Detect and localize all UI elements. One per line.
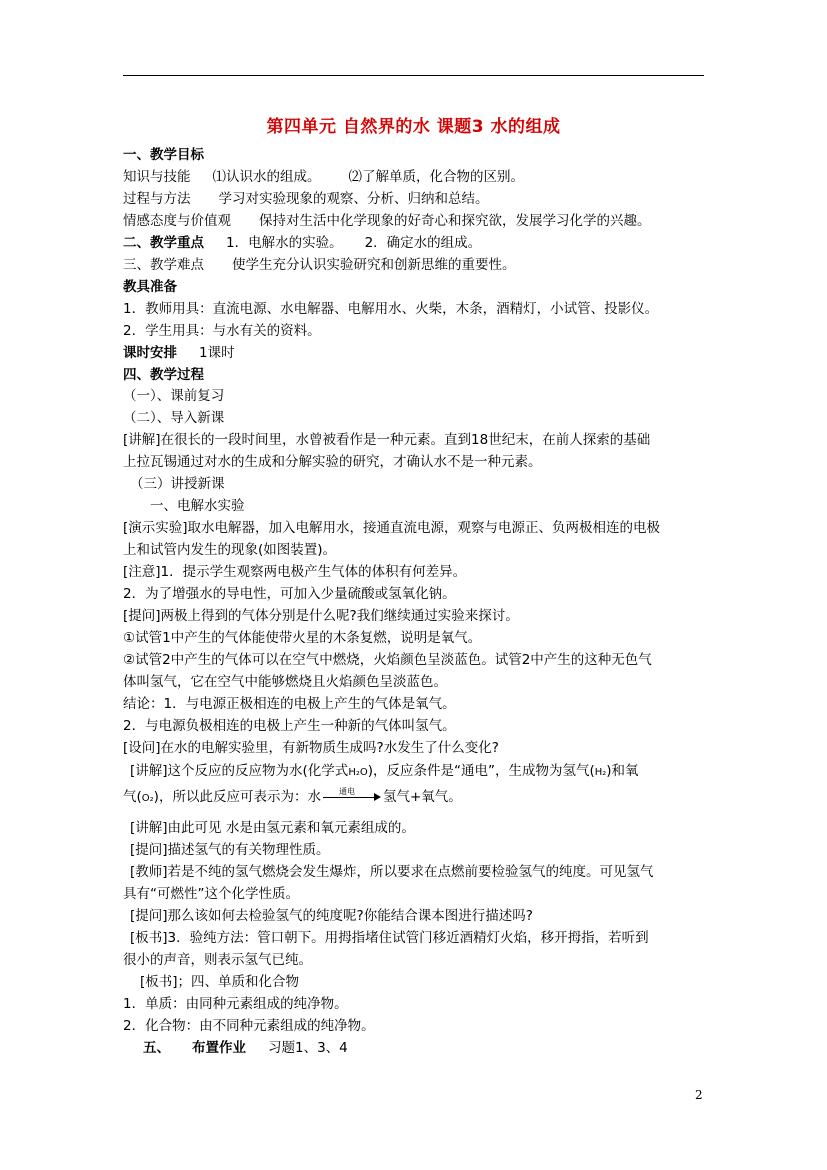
para-question-1: [提问]两极上得到的气体分别是什么呢?我们继续通过实验来探讨。 bbox=[123, 608, 519, 624]
section-teaching-goals: 一、教学目标 bbox=[123, 147, 204, 163]
para-demo-a: [演示实验]取水电解器，加入电解用水，接通直流电源，观察与电源正、负两极相连的电极 bbox=[123, 520, 661, 536]
step-review: （一）、课前复习 bbox=[123, 388, 225, 404]
goal-process: 过程与方法 学习对实验现象的观察、分析、归纳和总结。 bbox=[123, 191, 489, 207]
section-equipment: 教具准备 bbox=[123, 279, 177, 295]
para-note-2: 2．为了增强水的导电性，可加入少量硫酸或氢氧化钠。 bbox=[123, 586, 456, 602]
reaction-condition: 通电 bbox=[338, 787, 355, 796]
para-teacher-a: [教师]若是不纯的氢气燃烧会发生爆炸，所以要求在点燃前要检验氢气的纯度。可见氢气 bbox=[130, 864, 654, 880]
para-tube-1: ①试管1中产生的气体能使带火星的木条复燃，说明是氧气。 bbox=[123, 630, 482, 646]
step-new-lesson: （三）讲授新课 bbox=[130, 476, 225, 492]
para-question-2: [设问]在水的电解实验里，有新物质生成吗?水发生了什么变化? bbox=[123, 740, 499, 756]
para-tube-2b: 体叫氢气，它在空气中能够燃烧且火焰颜色呈淡蓝色。 bbox=[123, 674, 447, 690]
page-title: 第四单元 自然界的水 课题3 水的组成 bbox=[266, 117, 561, 137]
para-lecture-1a: [讲解]在很长的一段时间里，水曾被看作是一种元素。直到18世纪末，在前人探索的基础 bbox=[123, 432, 651, 448]
para-lecture-2a: [讲解]这个反应的反应物为水(化学式H₂O)，反应条件是“通电”，生成物为氢气(H₂)和氧 bbox=[130, 763, 639, 779]
para-board-2: [板书]；四、单质和化合物 bbox=[140, 974, 300, 990]
para-conclusion-1: 结论：1．与电源正极相连的电极上产生的气体是氧气。 bbox=[123, 696, 456, 712]
para-question-4: [提问]那么该如何去检验氢气的纯度呢?你能结合课本图进行描述吗? bbox=[130, 908, 533, 924]
para-tube-2a: ②试管2中产生的气体可以在空气中燃烧，火焰颜色呈淡蓝色。试管2中产生的这种无色气 bbox=[123, 652, 652, 668]
para-lecture-2b: 气(O₂)，所以此反应可表示为：水 通电 氢气+氧气。 bbox=[123, 788, 462, 808]
reaction-arrow bbox=[323, 787, 381, 802]
teacher-equipment: 1．教师用具：直流电源、水电解器、电解用水、火柴，木条，酒精灯，小试管、投影仪。 bbox=[123, 301, 659, 317]
para-note-1: [注意]1．提示学生观察两电极产生气体的体积有何差异。 bbox=[123, 564, 467, 580]
goal-knowledge: 知识与技能 ⑴认识水的组成。 ⑵了解单质，化合物的区别。 bbox=[123, 169, 524, 185]
para-lecture-3: [讲解]由此可见 水是由氢元素和氧元素组成的。 bbox=[130, 820, 415, 836]
para-board-a: [板书]3．验纯方法：管口朝下。用拇指堵住试管门移近酒精灯火焰，移开拇指，若听到 bbox=[130, 930, 649, 946]
goal-attitude: 情感态度与价值观 保持对生活中化学现象的好奇心和探究欲，发展学习化学的兴趣。 bbox=[123, 213, 651, 229]
step-intro: （二）、导入新课 bbox=[123, 410, 225, 426]
teaching-difficulty: 三、教学难点 使学生充分认识实验研究和创新思维的重要性。 bbox=[123, 257, 516, 273]
para-board-b: 很小的声音，则表示氢气已纯。 bbox=[123, 952, 312, 968]
class-schedule: 课时安排 1课时 bbox=[123, 345, 235, 361]
section-process: 四、教学过程 bbox=[123, 367, 204, 383]
page-number: 2 bbox=[695, 1088, 703, 1102]
para-demo-b: 上和试管内发生的现象(如图装置)。 bbox=[123, 542, 337, 558]
def-element: 1．单质：由同种元素组成的纯净物。 bbox=[123, 996, 348, 1012]
student-equipment: 2．学生用具：与水有关的资料。 bbox=[123, 323, 321, 339]
section-homework: 五、 布置作业 习题1、3、4 bbox=[143, 1040, 348, 1056]
para-lecture-1b: 上拉瓦锡通过对水的生成和分解实验的研究，才确认水不是一种元素。 bbox=[123, 454, 542, 470]
para-conclusion-2: 2．与电源负极相连的电极上产生一种新的气体叫氢气。 bbox=[123, 718, 456, 734]
header-rule bbox=[123, 75, 704, 76]
teaching-focus: 二、教学重点 1．电解水的实验。 2．确定水的组成。 bbox=[123, 235, 482, 251]
subsection-electrolysis: 一、电解水实验 bbox=[150, 498, 245, 514]
para-question-3: [提问]描述氢气的有关物理性质。 bbox=[130, 842, 330, 858]
def-compound: 2．化合物：由不同种元素组成的纯净物。 bbox=[123, 1018, 375, 1034]
para-teacher-b: 具有“可燃性”这个化学性质。 bbox=[123, 886, 299, 902]
